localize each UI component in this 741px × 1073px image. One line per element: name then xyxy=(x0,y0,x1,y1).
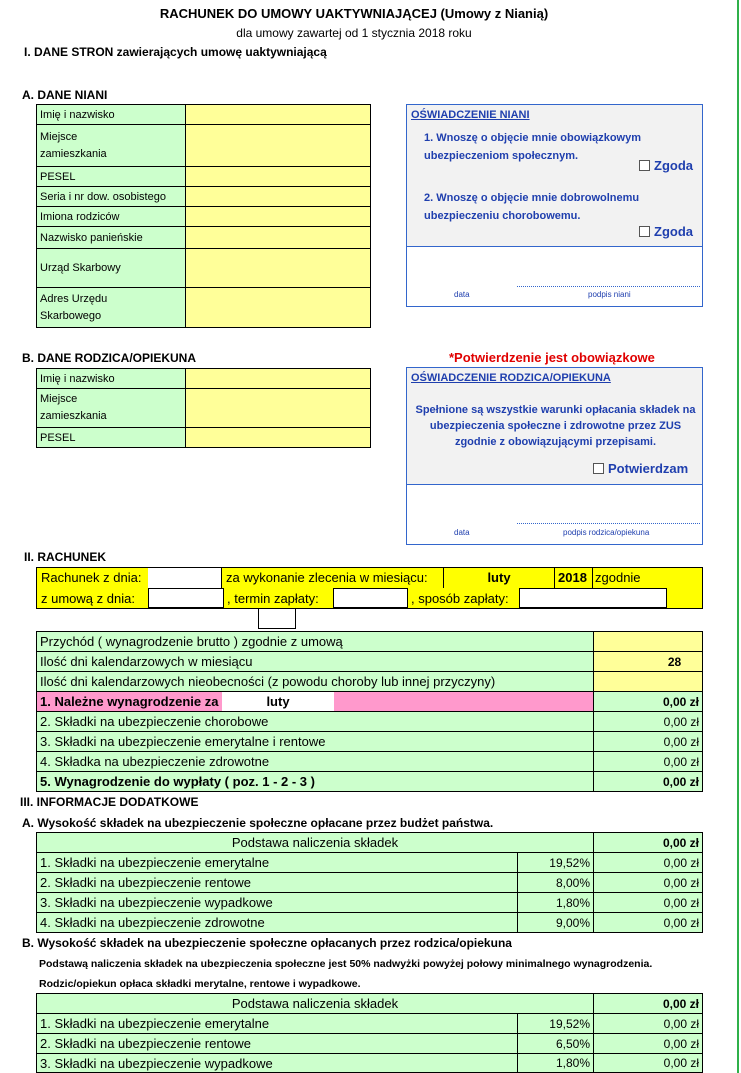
info-a-row-value: 0,00 zł xyxy=(593,892,703,913)
bill-payment-term-label: , termin zapłaty: xyxy=(227,591,319,606)
nanny-input-tax-office[interactable] xyxy=(185,248,371,288)
nanny-input-name[interactable] xyxy=(185,104,371,125)
page-subtitle: dla umowy zawartej od 1 stycznia 2018 roku xyxy=(236,26,472,40)
bill-row-value[interactable] xyxy=(593,671,703,692)
bill-year: 2018 xyxy=(558,570,587,585)
info-b-row-value: 0,00 zł xyxy=(593,1053,703,1073)
nanny-statement-title: OŚWIADCZENIE NIANI xyxy=(411,109,530,121)
nanny-input-pesel[interactable] xyxy=(185,166,371,187)
bill-small-box xyxy=(258,608,296,629)
nanny-label-address: Miejsce zamieszkania xyxy=(36,124,186,167)
info-b-base-label: Podstawa naliczenia składek xyxy=(36,993,594,1014)
bill-month: luty xyxy=(487,570,511,585)
bill-contract-date-label: z umową z dnia: xyxy=(41,591,135,606)
info-a-row-label: 1. Składki na ubezpieczenie emerytalne xyxy=(36,852,518,873)
parent-signature-area xyxy=(407,485,702,544)
nanny-consent-1[interactable]: Zgoda xyxy=(639,158,693,173)
parent-label-address: Miejsce zamieszkania xyxy=(36,388,186,428)
parent-date-label: data xyxy=(454,528,470,537)
nanny-signature-area xyxy=(407,247,702,306)
nanny-label-maiden-name: Nazwisko panieńskie xyxy=(36,226,186,249)
nanny-input-id[interactable] xyxy=(185,186,371,207)
parent-section-title: B. DANE RODZICA/OPIEKUNA xyxy=(22,351,197,365)
parent-statement-text: Spełnione są wszystkie warunki opłacania składek na ubezpieczenia społeczne i zdrowotne przez ZUS zgodnie z obowiązującymi przepisami. xyxy=(415,404,696,448)
info-a-title: A. Wysokość składek na ubezpieczenie społeczne opłacane przez budżet państwa. xyxy=(22,816,494,830)
parent-required-note: *Potwierdzenie jest obowiązkowe xyxy=(449,350,655,365)
bill-row-value: 0,00 zł xyxy=(593,691,703,712)
nanny-section-title: A. DANE NIANI xyxy=(22,88,108,102)
bill-row-label: 1. Należne wynagrodzenie za xyxy=(36,691,594,712)
bill-row-value: 0,00 zł xyxy=(593,771,703,792)
info-b-note-2: Rodzic/opiekun opłaca składki merytalne, rentowe i wypadkowe. xyxy=(39,978,361,990)
nanny-statement-p2: 2. Wnoszę o objęcie mnie dobrowolnemu ubezpieczeniu chorobowemu. xyxy=(424,192,640,222)
info-b-row-label: 2. Składki na ubezpieczenie rentowe xyxy=(36,1033,518,1054)
bill-row-value[interactable]: 28 xyxy=(593,651,703,672)
info-a-row-value: 0,00 zł xyxy=(593,852,703,873)
nanny-input-maiden-name[interactable] xyxy=(185,226,371,249)
info-b-row-rate: 1,80% xyxy=(517,1053,594,1073)
parent-input-pesel[interactable] xyxy=(185,427,371,448)
info-b-row-label: 3. Składki na ubezpieczenie wypadkowe xyxy=(36,1053,518,1073)
nanny-label-tax-office-address: Adres Urzędu Skarbowego xyxy=(36,287,186,328)
bill-row-label: 4. Składka na ubezpieczenie zdrowotne xyxy=(36,751,594,772)
checkbox-icon[interactable] xyxy=(639,226,650,237)
parent-input-name[interactable] xyxy=(185,368,371,389)
bill-payment-term-input[interactable] xyxy=(333,588,408,608)
bill-for-work-label: za wykonanie zlecenia w miesiącu: xyxy=(226,570,428,585)
info-b-title: B. Wysokość składek na ubezpieczenie społeczne opłacanych przez rodzica/opiekuna xyxy=(22,936,512,950)
info-b-row-value: 0,00 zł xyxy=(593,1033,703,1054)
parent-confirm[interactable]: Potwierdzam xyxy=(593,461,688,476)
info-a-row-label: 4. Składki na ubezpieczenie zdrowotne xyxy=(36,912,518,933)
info-section-title: III. INFORMACJE DODATKOWE xyxy=(20,795,199,809)
section-1-title: I. DANE STRON zawierających umowę uaktywniającą xyxy=(24,45,327,59)
bill-row-label: 3. Składki na ubezpieczenie emerytalne i rentowe xyxy=(36,731,594,752)
info-b-row-rate: 6,50% xyxy=(517,1033,594,1054)
info-a-base-value: 0,00 zł xyxy=(593,832,703,853)
parent-label-name: Imię i nazwisko xyxy=(36,368,186,389)
bill-section-title: II. RACHUNEK xyxy=(24,550,107,564)
bill-according-label: zgodnie xyxy=(595,570,641,585)
info-b-row-label: 1. Składki na ubezpieczenie emerytalne xyxy=(36,1013,518,1034)
nanny-consent-2[interactable]: Zgoda xyxy=(639,224,693,239)
bill-row-label: 2. Składki na ubezpieczenie chorobowe xyxy=(36,711,594,732)
bill-payment-method-input[interactable] xyxy=(519,588,667,608)
nanny-input-address[interactable] xyxy=(185,124,371,167)
info-b-base-value: 0,00 zł xyxy=(593,993,703,1014)
info-a-row-label: 3. Składki na ubezpieczenie wypadkowe xyxy=(36,892,518,913)
info-a-row-rate: 1,80% xyxy=(517,892,594,913)
info-a-row-label: 2. Składki na ubezpieczenie rentowe xyxy=(36,872,518,893)
bill-row-label: 5. Wynagrodzenie do wypłaty ( poz. 1 - 2 - 3 ) xyxy=(36,771,594,792)
nanny-label-name: Imię i nazwisko xyxy=(36,104,186,125)
bill-contract-date-input[interactable] xyxy=(148,588,224,608)
bill-row-value[interactable] xyxy=(593,631,703,652)
bill-salary-month[interactable]: luty xyxy=(222,692,334,711)
nanny-input-tax-office-address[interactable] xyxy=(185,287,371,328)
bill-payment-method-label: , sposób zapłaty: xyxy=(411,591,509,606)
parent-signature-label: podpis rodzica/opiekuna xyxy=(563,528,650,537)
bill-row-value: 0,00 zł xyxy=(593,751,703,772)
info-a-row-value: 0,00 zł xyxy=(593,912,703,933)
info-a-base-label: Podstawa naliczenia składek xyxy=(36,832,594,853)
page-title: RACHUNEK DO UMOWY UAKTYWNIAJĄCEJ (Umowy z Nianią) xyxy=(159,6,549,21)
info-a-row-value: 0,00 zł xyxy=(593,872,703,893)
nanny-input-parents[interactable] xyxy=(185,206,371,227)
nanny-label-tax-office: Urząd Skarbowy xyxy=(36,248,186,288)
bill-row-value: 0,00 zł xyxy=(593,731,703,752)
checkbox-icon[interactable] xyxy=(639,160,650,171)
bill-row-label: Przychód ( wynagrodzenie brutto ) zgodnie z umową xyxy=(36,631,594,652)
nanny-signature-label: podpis niani xyxy=(588,290,631,299)
checkbox-icon[interactable] xyxy=(593,463,604,474)
nanny-label-id: Seria i nr dow. osobistego xyxy=(36,186,186,207)
parent-statement-title: OŚWIADCZENIE RODZICA/OPIEKUNA xyxy=(411,372,611,384)
info-a-row-rate: 19,52% xyxy=(517,852,594,873)
bill-from-date-label: Rachunek z dnia: xyxy=(41,570,142,585)
bill-from-date-input[interactable] xyxy=(148,568,222,588)
bill-row-label: Ilość dni kalendarzowych nieobecności (z powodu choroby lub innej przyczyny) xyxy=(36,671,594,692)
parent-label-pesel: PESEL xyxy=(36,427,186,448)
info-b-note-1: Podstawą naliczenia składek na ubezpieczenia społeczne jest 50% nadwyżki powyżej połowy minimalnego wynagrodzenia. xyxy=(39,958,653,970)
bill-row-label: Ilość dni kalendarzowych w miesiącu xyxy=(36,651,594,672)
nanny-statement-p1: 1. Wnoszę o objęcie mnie obowiązkowym ubezpieczeniom społecznym. xyxy=(424,132,641,162)
bill-row-value: 0,00 zł xyxy=(593,711,703,732)
parent-input-address[interactable] xyxy=(185,388,371,428)
info-a-row-rate: 8,00% xyxy=(517,872,594,893)
info-b-row-rate: 19,52% xyxy=(517,1013,594,1034)
nanny-label-pesel: PESEL xyxy=(36,166,186,187)
nanny-label-parents: Imiona rodziców xyxy=(36,206,186,227)
info-b-row-value: 0,00 zł xyxy=(593,1013,703,1034)
page-edge-line xyxy=(737,0,739,1073)
info-a-row-rate: 9,00% xyxy=(517,912,594,933)
nanny-date-label: data xyxy=(454,290,470,299)
